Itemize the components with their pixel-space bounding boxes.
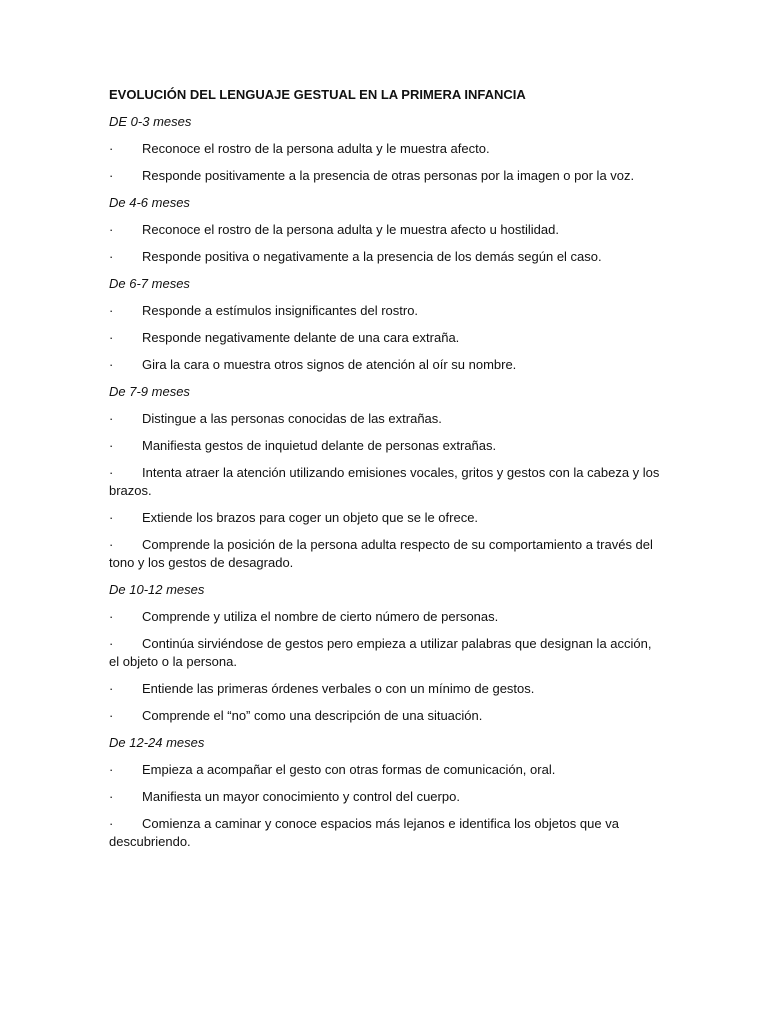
bullet-icon: · <box>109 609 114 624</box>
bullet-icon: · <box>109 303 114 318</box>
list-item <box>109 680 664 698</box>
section-heading: De 6-7 meses <box>109 276 190 291</box>
age-section <box>109 383 664 572</box>
list-item <box>109 302 664 320</box>
age-section <box>109 734 664 851</box>
list-item-text: Extiende los brazos para coger un objeto que se le ofrece. <box>142 510 479 525</box>
section-heading: DE 0-3 meses <box>109 114 192 129</box>
list-item-text: Reconoce el rostro de la persona adulta y le muestra afecto u hostilidad. <box>142 222 559 237</box>
list-item-text: Gira la cara o muestra otros signos de atención al oír su nombre. <box>142 357 517 372</box>
milestone-list <box>109 608 664 725</box>
list-item <box>109 815 664 851</box>
list-item-text: Responde positiva o negativamente a la presencia de los demás según el caso. <box>142 249 602 264</box>
list-item-text: Comprende la posición de la persona adulta respecto de su comportamiento a través del tono y los gestos de desagrado. <box>109 537 653 570</box>
list-item <box>109 536 664 572</box>
bullet-icon: · <box>109 510 114 525</box>
list-item-text: Responde positivamente a la presencia de otras personas por la imagen o por la voz. <box>142 168 635 183</box>
list-item <box>109 707 664 725</box>
age-section <box>109 581 664 725</box>
list-item-text: Continúa sirviéndose de gestos pero empieza a utilizar palabras que designan la acción, el objeto o la persona. <box>109 636 652 669</box>
bullet-icon: · <box>109 816 114 831</box>
milestone-list <box>109 410 664 572</box>
age-section <box>109 194 664 266</box>
list-item-text: Comienza a caminar y conoce espacios más lejanos e identifica los objetos que va descubriendo. <box>109 816 619 849</box>
bullet-icon: · <box>109 249 114 264</box>
bullet-icon: · <box>109 438 114 453</box>
list-item <box>109 788 664 806</box>
list-item-text: Responde negativamente delante de una cara extraña. <box>142 330 460 345</box>
document-title: EVOLUCIÓN DEL LENGUAJE GESTUAL EN LA PRIMERA INFANCIA <box>109 87 526 102</box>
list-item <box>109 248 664 266</box>
bullet-icon: · <box>109 708 114 723</box>
milestone-list <box>109 221 664 266</box>
bullet-icon: · <box>109 681 114 696</box>
bullet-icon: · <box>109 141 114 156</box>
list-item-text: Empieza a acompañar el gesto con otras formas de comunicación, oral. <box>142 762 556 777</box>
list-item <box>109 509 664 527</box>
list-item-text: Responde a estímulos insignificantes del rostro. <box>142 303 419 318</box>
list-item <box>109 437 664 455</box>
list-item <box>109 635 664 671</box>
bullet-icon: · <box>109 168 114 183</box>
document-body <box>109 86 664 860</box>
milestone-list <box>109 761 664 851</box>
list-item <box>109 221 664 239</box>
list-item-text: Intenta atraer la atención utilizando emisiones vocales, gritos y gestos con la cabeza y los brazos. <box>109 465 660 498</box>
section-heading: De 12-24 meses <box>109 735 205 750</box>
bullet-icon: · <box>109 465 114 480</box>
age-section <box>109 113 664 185</box>
list-item-text: Manifiesta un mayor conocimiento y control del cuerpo. <box>142 789 460 804</box>
bullet-icon: · <box>109 636 114 651</box>
list-item-text: Distingue a las personas conocidas de las extrañas. <box>142 411 442 426</box>
list-item <box>109 140 664 158</box>
list-item <box>109 464 664 500</box>
list-item-text: Manifiesta gestos de inquietud delante de personas extrañas. <box>142 438 497 453</box>
bullet-icon: · <box>109 537 114 552</box>
bullet-icon: · <box>109 222 114 237</box>
sections-container <box>109 113 664 851</box>
list-item <box>109 356 664 374</box>
list-item <box>109 167 664 185</box>
list-item <box>109 608 664 626</box>
milestone-list <box>109 302 664 374</box>
list-item-text: Entiende las primeras órdenes verbales o con un mínimo de gestos. <box>142 681 535 696</box>
milestone-list <box>109 140 664 185</box>
section-heading: De 10-12 meses <box>109 582 205 597</box>
bullet-icon: · <box>109 330 114 345</box>
bullet-icon: · <box>109 357 114 372</box>
bullet-icon: · <box>109 789 114 804</box>
age-section <box>109 275 664 374</box>
section-heading: De 4-6 meses <box>109 195 190 210</box>
list-item-text: Reconoce el rostro de la persona adulta y le muestra afecto. <box>142 141 490 156</box>
list-item-text: Comprende el “no” como una descripción de una situación. <box>142 708 483 723</box>
bullet-icon: · <box>109 762 114 777</box>
bullet-icon: · <box>109 411 114 426</box>
list-item <box>109 761 664 779</box>
section-heading: De 7-9 meses <box>109 384 190 399</box>
list-item <box>109 410 664 428</box>
list-item-text: Comprende y utiliza el nombre de cierto número de personas. <box>142 609 499 624</box>
list-item <box>109 329 664 347</box>
